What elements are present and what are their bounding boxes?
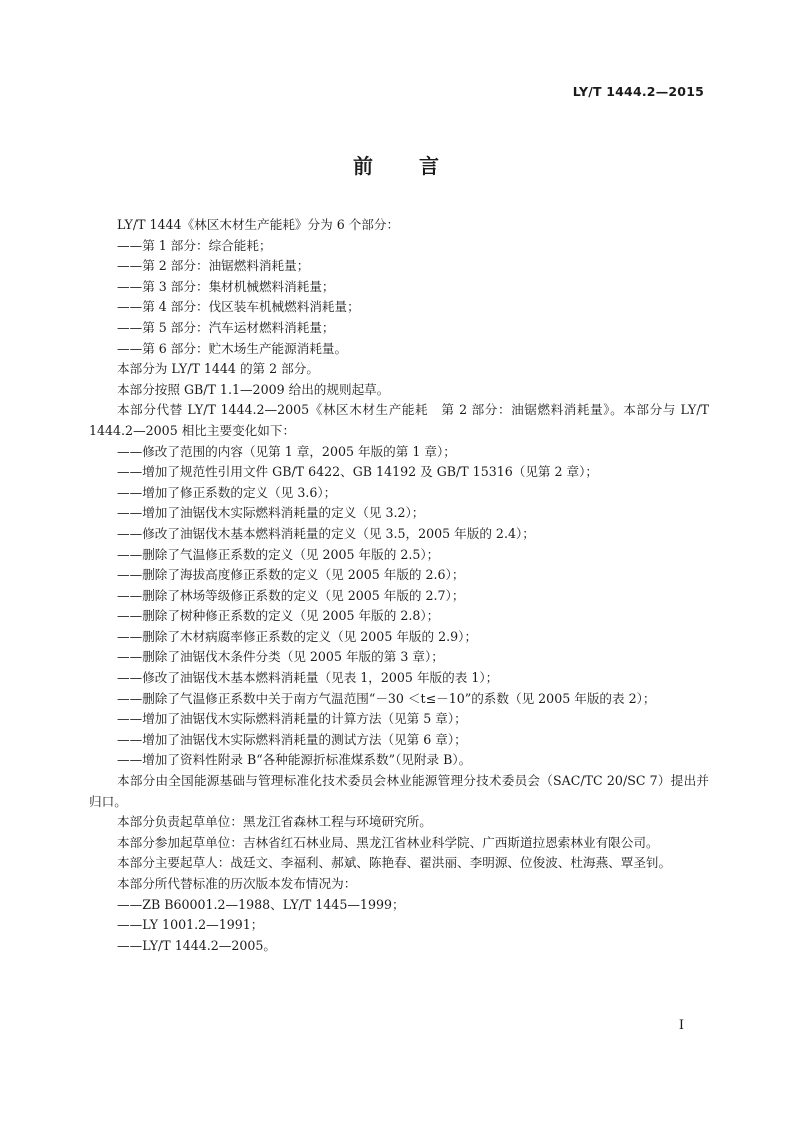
list-item: ——LY 1001.2—1991； [117,917,264,933]
page-number: I [678,1018,684,1033]
paragraph-replacement: 本部分代替 LY/T 1444.2—2005《林区木材生产能耗 第 2 部分：油锯燃料消耗量》。本部分与 LY/T 1444.2—2005 相比主要变化如下： [89,402,709,438]
list-item: ——第 3 部分：集材机械燃料消耗量； [117,278,335,294]
list-item: ——删除了木材病腐率修正系数的定义（见 2005 年版的 2.9）； [117,628,478,644]
title-char-2: 言 [419,154,441,178]
paragraph-intro: LY/T 1444《林区木材生产能耗》分为 6 个部分： [117,217,400,232]
list-item: ——删除了海拔高度修正系数的定义（见 2005 年版的 2.6）； [117,567,465,583]
list-item: ——增加了资料性附录 B“各种能源折标准煤系数”（见附录 B）。 [117,752,472,768]
list-item: ——删除了气温修正系数中关于南方气温范围“－30 ＜t≤－10”的系数（见 2005 年版的表 2）； [117,690,656,706]
list-item: ——删除了气温修正系数的定义（见 2005 年版的 2.5）； [117,546,440,562]
paragraph: 本部分负责起草单位：黑龙江省森林工程与环境研究所。 [117,814,432,830]
list-item: ——增加了油锯伐木实际燃料消耗量的计算方法（见第 5 章）； [117,711,467,727]
paragraph-committee: 本部分由全国能源基础与管理标准化技术委员会林业能源管理分技术委员会（SAC/TC 20/SC 7）提出并归口。 [89,773,709,809]
list-item: ——修改了范围的内容（见第 1 章，2005 年版的第 1 章）； [117,443,456,459]
paragraph: 本部分为 LY/T 1444 的第 2 部分。 [117,361,319,377]
list-item: ——第 6 部分：贮木场生产能源消耗量。 [117,340,348,356]
list-item: ——修改了油锯伐木基本燃料消耗量的定义（见 3.5，2005 年版的 2.4）； [117,525,535,541]
list-item: ——第 4 部分：伐区装车机械燃料消耗量； [117,299,360,315]
page-title [0,150,794,179]
list-item: ——删除了林场等级修正系数的定义（见 2005 年版的 2.7）； [117,587,465,603]
list-item: ——增加了油锯伐木实际燃料消耗量的测试方法（见第 6 章）； [117,731,467,747]
foreword-body [89,215,709,956]
list-item: ——增加了规范性引用文件 GB/T 6422、GB 14192 及 GB/T 15316（见第 2 章）； [117,464,599,480]
list-item: ——第 2 部分：油锯燃料消耗量； [117,258,310,274]
list-item: ——第 1 部分：综合能耗； [117,237,272,253]
list-item: ——LY/T 1444.2—2005。 [117,937,277,953]
paragraph: 本部分主要起草人：战廷文、李福利、郝斌、陈艳春、翟洪丽、李明源、位俊波、杜海燕、覃圣钊。 [117,855,672,871]
list-item: ——增加了修正系数的定义（见 3.6）； [117,484,337,500]
paragraph: 本部分所代替标准的历次版本发布情况为： [117,876,357,891]
list-item: ——删除了树种修正系数的定义（见 2005 年版的 2.8）； [117,608,440,624]
paragraph: 本部分按照 GB/T 1.1—2009 给出的规则起草。 [117,381,390,397]
paragraph: 本部分参加起草单位：吉林省红石林业局、黑龙江省林业科学院、广西斯道拉恩索林业有限公司。 [117,834,659,850]
list-item: ——第 5 部分：汽车运材燃料消耗量； [117,319,335,335]
list-item: ——删除了油锯伐木条件分类（见 2005 年版的第 3 章）； [117,649,444,665]
standard-code: LY/T 1444.2—2015 [572,84,704,99]
list-item: ——ZB B60001.2—1988、LY/T 1445—1999； [117,896,405,912]
list-item: ——修改了油锯伐木基本燃料消耗量（见表 1，2005 年版的表 1）； [117,670,499,686]
list-item: ——增加了油锯伐木实际燃料消耗量的定义（见 3.2）； [117,505,425,521]
title-char-1: 前 [353,154,375,178]
